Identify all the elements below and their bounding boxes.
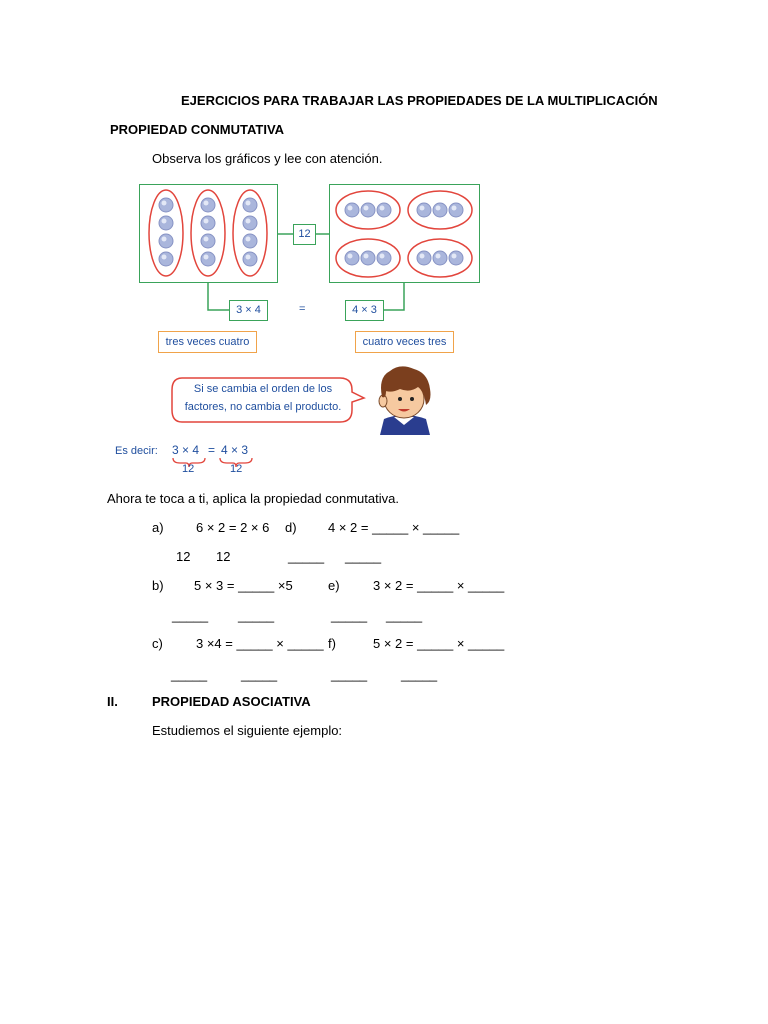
es-decir-right-result: 12 [230, 463, 243, 475]
exercise-c-label: c) [152, 636, 163, 651]
exercise-e-result-2[interactable]: _____ [386, 608, 423, 623]
four-groups-of-three [330, 185, 479, 282]
es-decir-label: Es decir: [115, 445, 158, 457]
exercise-d-label: d) [285, 520, 297, 535]
right-caption-label: cuatro veces tres [355, 331, 454, 353]
exercise-c-result-1[interactable]: _____ [171, 667, 208, 682]
exercise-b-result-1[interactable]: _____ [172, 608, 209, 623]
exercise-e-result-1[interactable]: _____ [331, 608, 368, 623]
section2-instruction: Estudiemos el siguiente ejemplo: [152, 723, 343, 738]
exercise-d-result-1[interactable]: _____ [288, 549, 325, 564]
exercise-b-result-2[interactable]: _____ [238, 608, 275, 623]
right-group-frame [329, 184, 480, 283]
exercise-c-expression: 3 ×4 = _____ × _____ [196, 636, 324, 651]
exercise-f-result-2[interactable]: _____ [401, 667, 438, 682]
page-title: EJERCICIOS PARA TRABAJAR LAS PROPIEDADES DE LA MULTIPLICACIÓN [181, 93, 658, 108]
speech-line-1: Si se cambia el orden de los [193, 383, 333, 395]
exercise-d-result-2[interactable]: _____ [345, 549, 382, 564]
product-box: 12 [293, 224, 316, 245]
exercise-d-expression: 4 × 2 = _____ × _____ [328, 520, 460, 535]
speech-line-2: factores, no cambia el producto. [184, 401, 342, 413]
exercise-f-expression: 5 × 2 = _____ × _____ [373, 636, 505, 651]
boy-character-illustration [370, 361, 438, 435]
exercise-e-expression: 3 × 2 = _____ × _____ [373, 578, 505, 593]
figure-equals: = [299, 303, 306, 315]
section-heading-asociativa: PROPIEDAD ASOCIATIVA [152, 694, 311, 709]
exercise-f-result-1[interactable]: _____ [331, 667, 368, 682]
exercise-f-label: f) [328, 636, 336, 651]
right-expression-box: 4 × 3 [345, 300, 384, 321]
left-expression-box: 3 × 4 [229, 300, 268, 321]
exercise-a-expression: 6 × 2 = 2 × 6 [196, 520, 270, 535]
exercise-e-label: e) [328, 578, 340, 593]
exercise-c-result-2[interactable]: _____ [241, 667, 278, 682]
exercise-b-label: b) [152, 578, 164, 593]
section-number-ii: II. [107, 694, 118, 709]
es-decir-right: 4 × 3 [221, 443, 249, 457]
exercise-a-result-2: 12 [216, 549, 231, 564]
es-decir-left: 3 × 4 [172, 443, 200, 457]
exercise-a-label: a) [152, 520, 164, 535]
three-groups-of-four [140, 185, 277, 282]
es-decir-left-result: 12 [182, 463, 195, 475]
es-decir-equals: = [208, 443, 216, 457]
left-group-frame [139, 184, 278, 283]
left-caption-label: tres veces cuatro [158, 331, 257, 353]
exercise-b-expression: 5 × 3 = _____ ×5 [194, 578, 293, 593]
exercise-intro: Ahora te toca a ti, aplica la propiedad conmutativa. [107, 491, 399, 506]
exercise-a-result-1: 12 [176, 549, 191, 564]
instruction-text: Observa los gráficos y lee con atención. [152, 151, 383, 166]
section-heading-conmutativa: PROPIEDAD CONMUTATIVA [110, 122, 285, 137]
